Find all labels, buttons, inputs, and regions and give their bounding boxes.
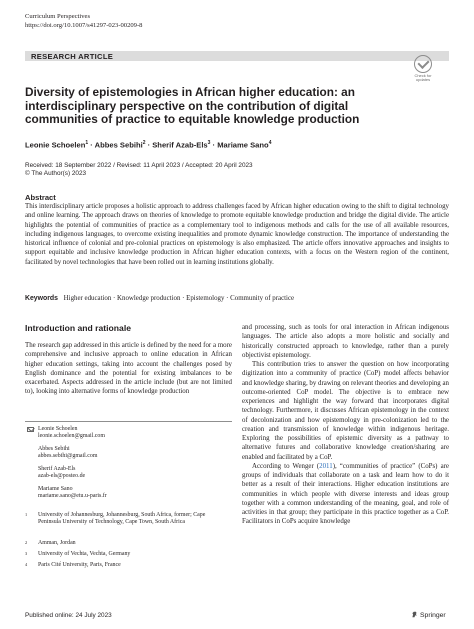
affiliation-number: 1 [25,512,28,517]
abstract-heading: Abstract [25,193,56,202]
affiliation-text: University of Vechta, Vechta, Germany [38,551,131,557]
author-affiliation-marker: 3 [207,140,211,146]
affiliation-text: University of Johannesburg, Johannesburg, South Africa, former; Cape Peninsula University of Technology, Cape Town, South Africa [38,512,206,526]
body-text-left: The research gap addressed in this article is defined by the need for a more comprehensive and inclusive approach to online education in African higher education settings, taking into account the challenges posed by English dominance and the potential for existing imbalances to be exacerbated. Aspects addressed in the article include (but are not limited to), looking into alternative forms of knowledge production [25,342,232,396]
contact-email[interactable]: azab-els@posteo.de [38,473,86,480]
publisher-logo [411,611,446,620]
article-type-label: RESEARCH ARTICLE [31,52,114,61]
contact-email[interactable]: mariame.sano@etu.u-paris.fr [38,493,107,500]
contact-email[interactable]: abbes.sebihi@gmail.com [38,453,98,460]
paragraph-text: According to Wenger ( [252,462,320,470]
author-affiliation-marker: 4 [268,140,272,146]
author-affiliation-marker: 1 [85,140,89,146]
published-date: Published online: 24 July 2023 [25,612,112,619]
keywords-list: Higher education · Knowledge production · Epistemology · Community of practice [63,295,295,302]
publisher-name: Springer [420,612,446,619]
abstract-text: This interdisciplinary article proposes a holistic approach to address challenges faced by African higher education owing to the shift to digital technology and online learning. The approach draws on theories of knowledge to promote equitable knowledge production and bridge the digital divide. The article highlights the potential of communities of practice as a complementary tool to indigenous methods and calls for the use of all available resources, including indigenous languages, to overcome existing inequalities and promote dynamic knowledge construction. The importance of understanding the historical influence of colonial and pre-colonial practices on epistemology is also emphasized. The article offers innovative approaches and insights to support equitable and inclusive knowledge production in African higher education contexts, with a focus on the Western region of the continent, facilitated by novel technologies that have been rolled out in learning institutions globally. [25,203,449,266]
contact-name: Abbes Sebihi [38,446,70,452]
keywords-label: Keywords [25,295,58,302]
author-list: Leonie Schoelen$^1$ · Abbes Sebihi$^2$ · Sherif Azab-Els$^3$ · Mariame Sano$^4$ [25,140,272,150]
contact-name: Leonie Schoelen [38,426,78,432]
footnote-divider [25,421,232,422]
contact-name: Mariame Sano [38,486,73,492]
author-name[interactable]: Abbes Sebihi [94,140,143,150]
paragraph: This contribution tries to answer the question on how incorporating digitization into a community of practice (CoP) model affects behavior and knowledge sharing, by drawing on relevant theories and developing an outcome-oriented CoP model. The objective is to embrace new experiences and highlight the way forward that incorporates digital technology. Furthermore, it discusses African epistemology in the context of decolonization and how epistemology in pre-colonization led to the creation and transmission of knowledge within indigenous heritage. Exploring the possibilities of epistemic diversity as a pathway to alternative futures and collaborative knowledge creation/sharing are enabled and facilitated by a CoP. [242,361,449,461]
author-affiliation-marker: 2 [142,140,146,146]
section-heading: Introduction and rationale [25,323,131,333]
check-for-updates-button[interactable] [409,55,437,83]
body-text-right [242,323,449,527]
contact-name: Sherif Azab-Els [38,466,76,472]
affiliation-text: Amman, Jordan [38,540,76,546]
citation-link[interactable]: 2011 [319,462,333,470]
contact-entry [38,426,105,441]
affiliation-number: 2 [25,540,28,545]
contact-entry [38,486,107,501]
contact-email[interactable]: leonie.schoelen@gmail.com [38,433,105,440]
check-updates-icon [414,55,432,73]
contact-entry [38,466,85,481]
author-name[interactable]: Sherif Azab-Els [152,140,208,150]
check-updates-label: Check for updates [414,73,432,83]
article-title: Diversity of epistemologies in African higher education: an interdisciplinary perspective on the contribution of digital communities of practice to equitable knowledge production [25,85,360,127]
paragraph-text: ), “communities of practice” (CoPs) are groups of individuals that collaborate on a task and learn how to do it better as a result of their interactions. Higher education institutions are communities in which people with diverse interests and ideas group together with a common understanding of the meaning, goal, and role of activities in that group; they participate in this practice together as a CoP. Facilitators in CoPs acquire knowledge [242,462,449,526]
affiliation-number: 4 [25,562,28,567]
affiliation-text: Paris Cité University, Paris, France [38,562,121,568]
copyright-notice: © The Author(s) 2023 [25,170,87,177]
journal-name: Curriculum Perspectives [25,13,91,20]
keywords-line [25,294,449,303]
envelope-icon [27,427,34,432]
author-name[interactable]: Leonie Schoelen [25,140,86,150]
paragraph: and processing, such as tools for oral interaction in African indigenous languages. The article also adopts a more holistic and socially and historically constructed approach to knowledge, rather than a purely objectivist epistemology. [242,324,449,359]
contact-entry [38,446,97,461]
springer-horse-icon [411,611,418,618]
affiliation-number: 3 [25,551,28,556]
paragraph [242,462,449,527]
article-dates: Received: 18 September 2022 / Revised: 11 April 2023 / Accepted: 20 April 2023 [25,162,253,169]
author-name[interactable]: Mariame Sano [217,140,269,150]
doi-link[interactable]: https://doi.org/10.1007/s41297-023-00209-8 [25,22,143,29]
